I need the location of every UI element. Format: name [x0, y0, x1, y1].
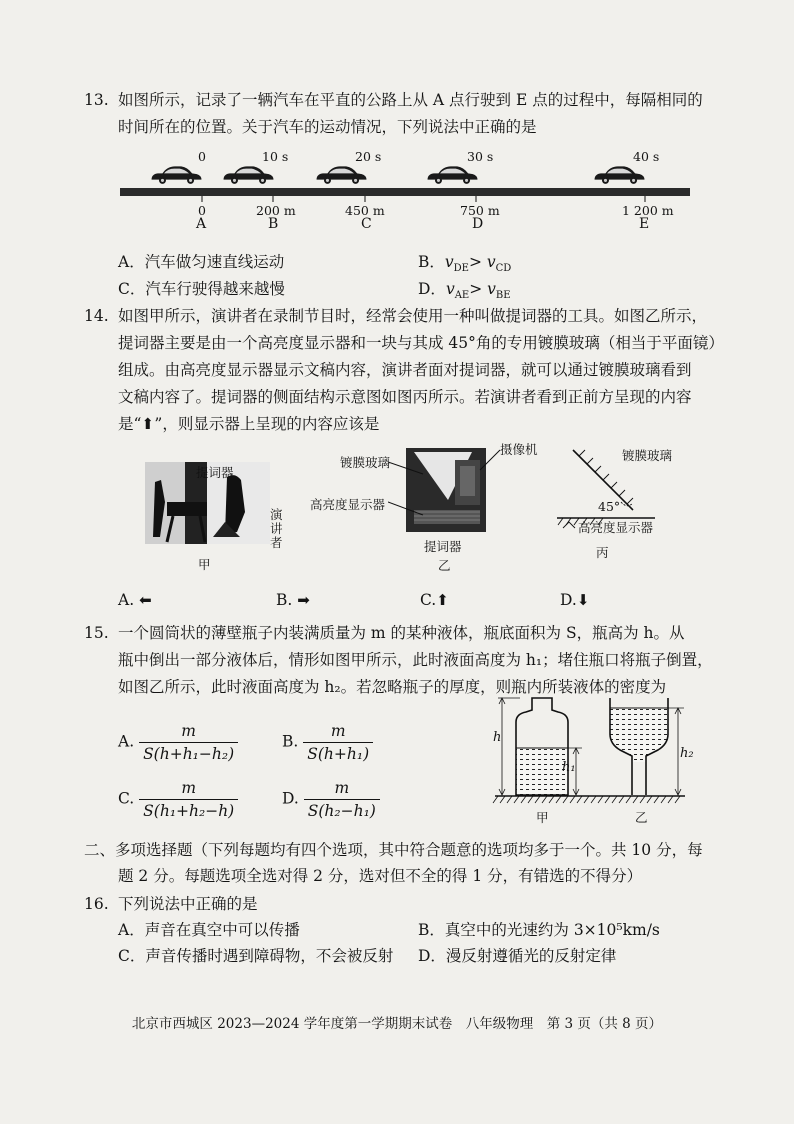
option-d-label: D．	[418, 280, 446, 298]
option-c[interactable]: C．汽车行驶得越来越慢	[118, 280, 285, 298]
ground-hatch	[500, 796, 505, 803]
option-label: C.	[420, 591, 437, 609]
ground-hatch	[493, 796, 498, 803]
point-label: B	[268, 216, 279, 232]
denominator: S(h₁+h₂−h)	[143, 802, 235, 820]
ground-hatch	[626, 796, 631, 803]
question-text-line: 如图甲所示，演讲者在录制节目时，经常会使用一种叫做提词器的工具。如图乙所示，	[118, 307, 708, 325]
question-text-line: 一个圆筒状的薄壁瓶子内装满质量为 m 的某种液体，瓶底面积为 S，瓶高为 h。从	[118, 624, 685, 642]
denominator: S(h+h₁)	[307, 745, 370, 763]
option-d-v1: v	[445, 280, 455, 298]
label-h: h	[493, 730, 502, 745]
question-text: 下列说法中正确的是	[118, 895, 258, 913]
time-label: 40 s	[633, 149, 660, 164]
ground-hatch	[612, 796, 617, 803]
label-h2: h₂	[680, 746, 694, 761]
option-label: B.	[282, 732, 299, 751]
denominator: S(h+h₁−h₂)	[143, 745, 235, 763]
option-d[interactable]	[282, 777, 380, 822]
ground-hatch	[514, 796, 519, 803]
caption-jia: 甲	[536, 810, 549, 825]
option-c[interactable]	[118, 777, 238, 822]
question-number: 13.	[84, 91, 109, 109]
option-a[interactable]: A．声音在真空中可以传播	[118, 921, 300, 939]
road	[120, 188, 690, 196]
denominator: S(h₂−h₁)	[307, 802, 376, 820]
ground-hatch	[661, 796, 666, 803]
question-number: 16.	[84, 895, 109, 913]
angle-label: 45°	[598, 499, 621, 514]
distance-label: 750 m	[460, 203, 500, 218]
option-d-sub1: AE	[454, 290, 470, 302]
ground-hatch	[577, 796, 582, 803]
label-prompter: 提词器	[196, 465, 234, 480]
label-speaker: 演讲者	[270, 507, 283, 550]
label-display: 高亮度显示器	[310, 497, 386, 512]
label-coated-glass: 镀膜玻璃	[622, 448, 673, 463]
up-arrow-icon: ⬆	[436, 591, 449, 609]
option-a[interactable]: A．汽车做匀速直线运动	[118, 253, 285, 271]
time-label: 30 s	[467, 149, 494, 164]
numerator: m	[304, 777, 380, 800]
label-h1: h₁	[562, 760, 576, 775]
option-b-sub1: DE	[453, 263, 469, 275]
point-label: D	[472, 216, 484, 232]
question-text-line: 提词器主要是由一个高亮度显示器和一块与其成 45°角的专用镀膜玻璃（相当于平面镜）	[118, 334, 724, 352]
ground-hatch	[542, 796, 547, 803]
option-b-sub2: CD	[495, 263, 512, 275]
ground-hatch	[605, 796, 610, 803]
distance-label: 1 200 m	[622, 203, 674, 218]
ground-hatch	[563, 796, 568, 803]
distance-label: 450 m	[345, 203, 385, 218]
caption-yi: 乙	[438, 558, 451, 573]
ground-hatch	[654, 796, 659, 803]
car-icon	[428, 166, 478, 184]
label-prompter-name: 提词器	[424, 539, 462, 554]
bottle-figure	[490, 692, 700, 822]
option-label: D.	[282, 789, 299, 808]
option-b-v2: > v	[468, 253, 496, 271]
option-label: A.	[118, 732, 135, 751]
time-label: 0	[198, 149, 206, 164]
caption-jia: 甲	[198, 557, 211, 572]
option-label: D.	[560, 591, 577, 609]
distance-label: 200 m	[256, 203, 296, 218]
time-label: 10 s	[262, 149, 289, 164]
numerator: m	[303, 720, 373, 743]
ground-hatch	[528, 796, 533, 803]
ground-hatch	[556, 796, 561, 803]
question-text-line: 如图乙所示，此时液面高度为 h₂。若忽略瓶子的厚度，则瓶内所装液体的密度为	[118, 678, 667, 696]
point-label: A	[196, 216, 207, 232]
option-b[interactable]	[276, 591, 310, 609]
question-number: 14.	[84, 307, 109, 325]
option-d[interactable]	[560, 591, 589, 609]
option-label: A.	[118, 591, 135, 609]
option-b[interactable]	[282, 720, 373, 765]
option-b-label: B．	[418, 253, 445, 271]
option-d[interactable]	[418, 277, 511, 301]
ground-hatch	[640, 796, 645, 803]
question-text-line: 组成。由高亮度显示器显示文稿内容，演讲者面对提词器，就可以通过镀膜玻璃看到	[118, 361, 692, 379]
question-text-line: 文稿内容了。提词器的侧面结构示意图如图丙所示。若演讲者看到正前方呈现的内容	[118, 388, 692, 406]
fraction	[139, 720, 238, 765]
numerator: m	[139, 777, 238, 800]
option-c[interactable]	[420, 591, 449, 609]
option-a[interactable]	[118, 720, 238, 765]
option-c[interactable]: C．声音传播时遇到障碍物，不会被反射	[118, 947, 394, 965]
section-2-heading-line1: 二、多项选择题（下列每题均有四个选项，其中符合题意的选项均多于一个。共 10 分，每	[84, 841, 703, 859]
ground-hatch	[521, 796, 526, 803]
left-arrow-icon: ⬅	[139, 591, 152, 609]
point-label: C	[361, 216, 372, 232]
fraction	[304, 777, 380, 822]
car-icon	[317, 166, 367, 184]
option-label: B.	[276, 591, 293, 609]
car-icon	[224, 166, 274, 184]
option-d-v2: > v	[469, 280, 496, 298]
question-text-line2: 时间所在的位置。关于汽车的运动情况，下列说法中正确的是	[118, 118, 537, 136]
pointer-line	[478, 448, 504, 474]
ground-hatch	[675, 796, 680, 803]
option-label: C.	[118, 789, 135, 808]
question-number: 15.	[84, 624, 109, 642]
right-arrow-icon: ➡	[297, 591, 310, 609]
ground-hatch	[633, 796, 638, 803]
car-icon	[595, 166, 645, 184]
option-b-v1: v	[444, 253, 454, 271]
distance-label: 0	[198, 203, 206, 218]
ground-hatch	[598, 796, 603, 803]
ground-hatch	[591, 796, 596, 803]
question-text-line1: 如图所示，记录了一辆汽车在平直的公路上从 A 点行驶到 E 点的过程中，每隔相同的	[118, 91, 703, 109]
ground-hatch	[549, 796, 554, 803]
ground-hatch	[647, 796, 652, 803]
pointer-line	[388, 500, 428, 520]
caption-yi: 乙	[635, 810, 648, 825]
car-icon	[152, 166, 202, 184]
ground-hatch	[570, 796, 575, 803]
option-a[interactable]	[118, 591, 152, 609]
label-display: 高亮度显示器	[578, 520, 654, 535]
point-label: E	[639, 216, 650, 232]
fraction	[139, 777, 238, 822]
label-camera: 摄像机	[500, 442, 538, 457]
option-b[interactable]: B．真空中的光速约为 3×10⁵km/s	[418, 921, 660, 939]
ground-hatch	[535, 796, 540, 803]
fraction	[303, 720, 373, 765]
page-footer: 北京市西城区 2023—2024 学年度第一学期期末试卷 八年级物理 第 3 页（共 8 页）	[131, 1016, 663, 1032]
option-b[interactable]	[418, 250, 511, 274]
ground-hatch	[584, 796, 589, 803]
section-2-heading-line2: 题 2 分。每题选项全选对得 2 分，选对但不全的得 1 分，有错选的不得分）	[118, 867, 643, 885]
caption-bing: 丙	[596, 545, 609, 560]
ground-hatch	[507, 796, 512, 803]
question-text-line: 是“⬆”，则显示器上呈现的内容应该是	[118, 415, 380, 433]
numerator: m	[139, 720, 238, 743]
time-label: 20 s	[355, 149, 382, 164]
down-arrow-icon: ⬇	[576, 591, 590, 609]
question-text-line: 瓶中倒出一部分液体后，情形如图甲所示，此时液面高度为 h₁；堵住瓶口将瓶子倒置，	[118, 651, 713, 669]
pointer-line	[388, 460, 428, 480]
ground-hatch	[668, 796, 673, 803]
option-d-sub2: BE	[495, 290, 511, 302]
ground-hatch	[619, 796, 624, 803]
option-d[interactable]: D．漫反射遵循光的反射定律	[418, 947, 617, 965]
label-coated-glass: 镀膜玻璃	[340, 455, 391, 470]
